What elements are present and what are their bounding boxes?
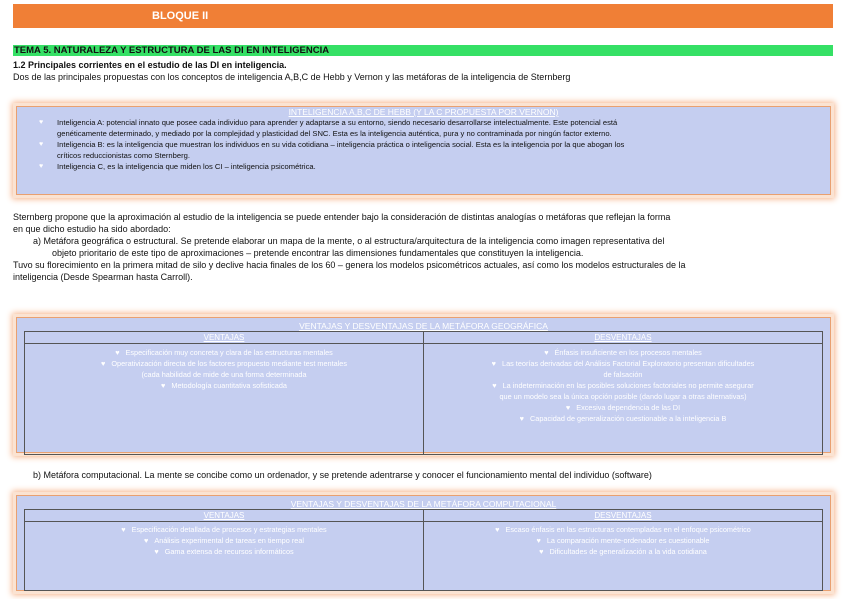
- list-item: [17, 117, 830, 139]
- body-paragraph: Tuvo su florecimiento en la primera mitad de silo y declive hacia finales de los 60 – genera los modelos psicométricos actuales, así como los modelos estructurales de la: [13, 260, 686, 270]
- list-item: ♥ Gama extensa de recursos informáticos: [154, 547, 294, 556]
- hebb-abc-list: [17, 117, 830, 172]
- heart-icon: ♥: [154, 547, 159, 556]
- item-b: b) Metáfora computacional. La mente se concibe como un ordenador, y se pretende adentrarse y conocer el funcionamiento mental del individuo (software): [33, 470, 652, 480]
- list-item: ♥ Las teorías derivadas del Análisis Factorial Exploratorio presentan dificultades: [491, 359, 755, 368]
- heart-icon: ♥: [544, 348, 549, 357]
- bloque-header: [13, 4, 833, 28]
- section-heading: 1.2 Principales corrientes en el estudio de las DI en inteligencia.: [13, 60, 287, 70]
- hebb-abc-box: [16, 106, 831, 195]
- geo-col-desventajas: DESVENTAJAS: [424, 332, 823, 344]
- list-item: [17, 139, 830, 161]
- body-paragraph: en que dicho estudio ha sido abordado:: [13, 224, 171, 234]
- list-item: ♥ La comparación mente-ordenador es cuestionable: [536, 536, 710, 545]
- heart-icon: ♥: [101, 359, 106, 368]
- heart-icon: ♥: [161, 381, 166, 390]
- list-item-text: Inteligencia B: es la inteligencia que muestran los individuos en su vida cotidiana – inteligencia práctica o inteligencia social. Esta es la inteligencia por la que abogan los: [57, 140, 625, 149]
- heart-icon: ♥: [565, 403, 571, 412]
- geo-col-ventajas: VENTAJAS: [25, 332, 424, 344]
- heart-icon: ♥: [143, 536, 149, 545]
- geo-desventajas-cell: [424, 344, 823, 455]
- list-item-text: Inteligencia C, es la inteligencia que miden los CI – inteligencia psicométrica.: [57, 162, 316, 171]
- heart-icon: ♥: [115, 348, 120, 357]
- comp-col-ventajas: VENTAJAS: [25, 510, 424, 522]
- heart-icon: ♥: [39, 141, 44, 148]
- heart-icon: ♥: [121, 525, 126, 534]
- heart-icon: ♥: [539, 547, 544, 556]
- item-a: a) Metáfora geográfica o estructural. Se pretende elaborar un mapa de la mente, o al estructura/arquitectura de la inteligencia como imagen representativa del: [33, 236, 665, 246]
- comp-metaphor-box: [16, 495, 831, 591]
- list-item: ♥ Especificación muy concreta y clara de las estructuras mentales: [115, 348, 333, 357]
- comp-ventajas-cell: [25, 522, 424, 591]
- list-item: de falsación: [603, 370, 643, 379]
- list-item: ♥ Metodología cuantitativa sofisticada: [161, 381, 287, 390]
- comp-table-title: VENTAJAS Y DESVENTAJAS DE LA METÁFORA COMPUTACIONAL: [290, 499, 557, 509]
- geo-ventajas-cell: [25, 344, 424, 455]
- section-intro: Dos de las principales propuestas con los conceptos de inteligencia A,B,C de Hebb y Vernon y las metáforas de la inteligencia de Sternberg: [13, 72, 571, 82]
- list-item-text: Inteligencia A: potencial innato que posee cada individuo para aprender y adaptarse a su entorno, siendo necesario desarrollarse intelectualmente. Este potencial está: [57, 118, 618, 127]
- list-item: ♥ Escaso énfasis en las estructuras contempladas en el enfoque psicométrico: [495, 525, 751, 534]
- list-item-text: genéticamente determinado, y mediado por la complejidad y plasticidad del SNC. Esta es la inteligencia auténtica, pura y no contraminada por ningún factor externo.: [57, 129, 612, 138]
- heart-icon: ♥: [519, 414, 524, 423]
- list-item: ♥ La indeterminación en las posibles soluciones factoriales no permite asegurar: [492, 381, 754, 390]
- heart-icon: ♥: [39, 163, 44, 170]
- heart-icon: ♥: [491, 359, 497, 368]
- list-item-text: críticos reduccionistas como Sternberg.: [57, 151, 190, 160]
- geo-table-title: VENTAJAS Y DESVENTAJAS DE LA METÁFORA GEOGRÁFICA: [299, 321, 548, 331]
- bloque-label: BLOQUE II: [152, 10, 209, 22]
- hebb-abc-title: INTELIGENCIA A,B,C DE HEBB (Y LA C PROPUESTA POR VERNON): [288, 107, 559, 117]
- heart-icon: ♥: [536, 536, 541, 545]
- tema-title: TEMA 5. NATURALEZA Y ESTRUCTURA DE LAS DI EN INTELIGENCIA: [13, 45, 833, 56]
- heart-icon: ♥: [39, 119, 44, 126]
- body-paragraph: inteligencia (Desde Spearman hasta Carroll).: [13, 272, 193, 282]
- comp-desventajas-cell: [424, 522, 823, 591]
- list-item: [17, 161, 830, 172]
- comp-table: [24, 509, 823, 591]
- list-item: ♥ Dificultades de generalización a la vida cotidiana: [539, 547, 707, 556]
- heart-icon: ♥: [492, 381, 497, 390]
- heart-icon: ♥: [495, 525, 500, 534]
- list-item: ♥ Análisis experimental de tareas en tiempo real: [143, 536, 304, 545]
- list-item: (cada habilidad de mide de una forma determinada: [141, 370, 307, 379]
- list-item: ♥ Énfasis insuficiente en los procesos mentales: [544, 348, 702, 357]
- list-item: ♥ Excesiva dependencia de las DI: [565, 403, 681, 412]
- item-a-cont: objeto prioritario de este tipo de aproximaciones – pretende encontrar las dimensiones fundamentales que constituyen la inteligencia.: [52, 248, 584, 258]
- comp-col-desventajas: DESVENTAJAS: [424, 510, 823, 522]
- list-item: que un modelo sea la única opción posible (dando lugar a otras alternativas): [499, 392, 747, 401]
- geo-table: [24, 331, 823, 455]
- list-item: ♥ Capacidad de generalización cuestionable a la inteligencia B: [519, 414, 727, 423]
- body-paragraph: Sternberg propone que la aproximación al estudio de la inteligencia se puede entender bajo la consideración de distintas analogías o metáforas que reflejan la forma: [13, 212, 671, 222]
- list-item: ♥ Especificación detallada de procesos y estrategias mentales: [121, 525, 327, 534]
- geo-metaphor-box: [16, 317, 831, 453]
- list-item: ♥ Operativización directa de los factores propuesto mediante test mentales: [101, 359, 347, 368]
